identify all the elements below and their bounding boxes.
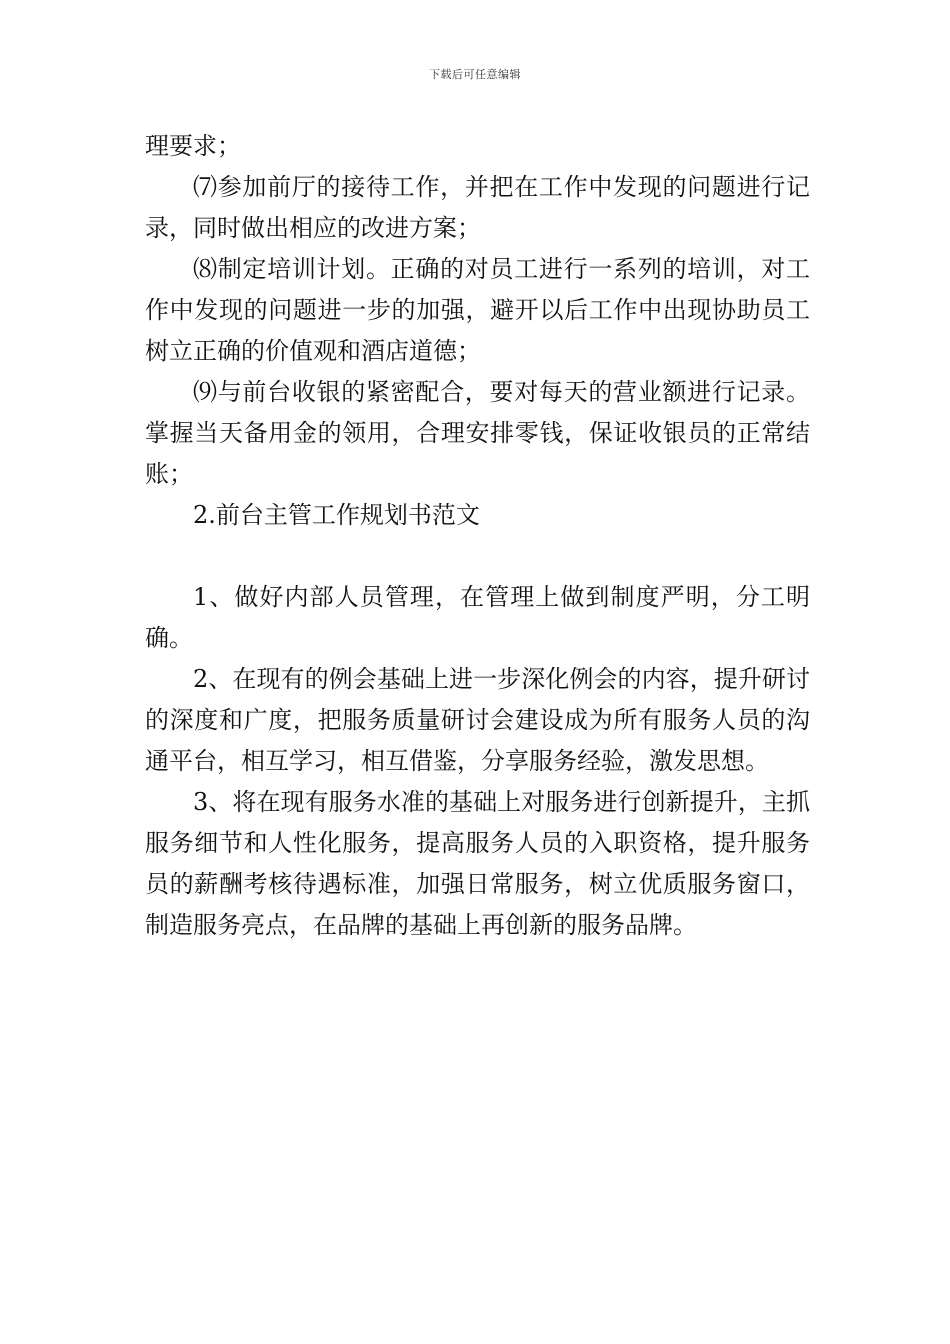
paragraph-item-9: ⑼与前台收银的紧密配合，要对每天的营业额进行记录。掌握当天备用金的领用，合理安排零钱，保证收银员的正常结账；	[145, 378, 810, 488]
document-body	[145, 126, 810, 946]
header-note: 下载后可任意编辑	[429, 68, 521, 81]
blank-line	[145, 536, 810, 577]
paragraph-point-2: 2、在现有的例会基础上进一步深化例会的内容，提升研讨的深度和广度，把服务质量研讨会建设成为所有服务人员的沟通平台，相互学习，相互借鉴，分享服务经验，激发思想。	[145, 665, 810, 775]
paragraph-point-1: 1、做好内部人员管理，在管理上做到制度严明，分工明确。	[145, 583, 810, 652]
paragraph-item-8: ⑻制定培训计划。正确的对员工进行一系列的培训，对工作中发现的问题进一步的加强，避开以后工作中出现协助员工树立正确的价值观和酒店道德；	[145, 255, 810, 365]
paragraph-continuation: 理要求；	[145, 132, 241, 160]
paragraph-point-3: 3、将在现有服务水准的基础上对服务进行创新提升，主抓服务细节和人性化服务，提高服务人员的入职资格，提升服务员的薪酬考核待遇标准，加强日常服务，树立优质服务窗口，制造服务亮点，在品牌的基础上再创新的服务品牌。	[145, 788, 810, 939]
paragraph-item-7: ⑺参加前厅的接待工作，并把在工作中发现的问题进行记录，同时做出相应的改进方案；	[145, 173, 810, 242]
section-heading: 2.前台主管工作规划书范文	[193, 501, 480, 529]
